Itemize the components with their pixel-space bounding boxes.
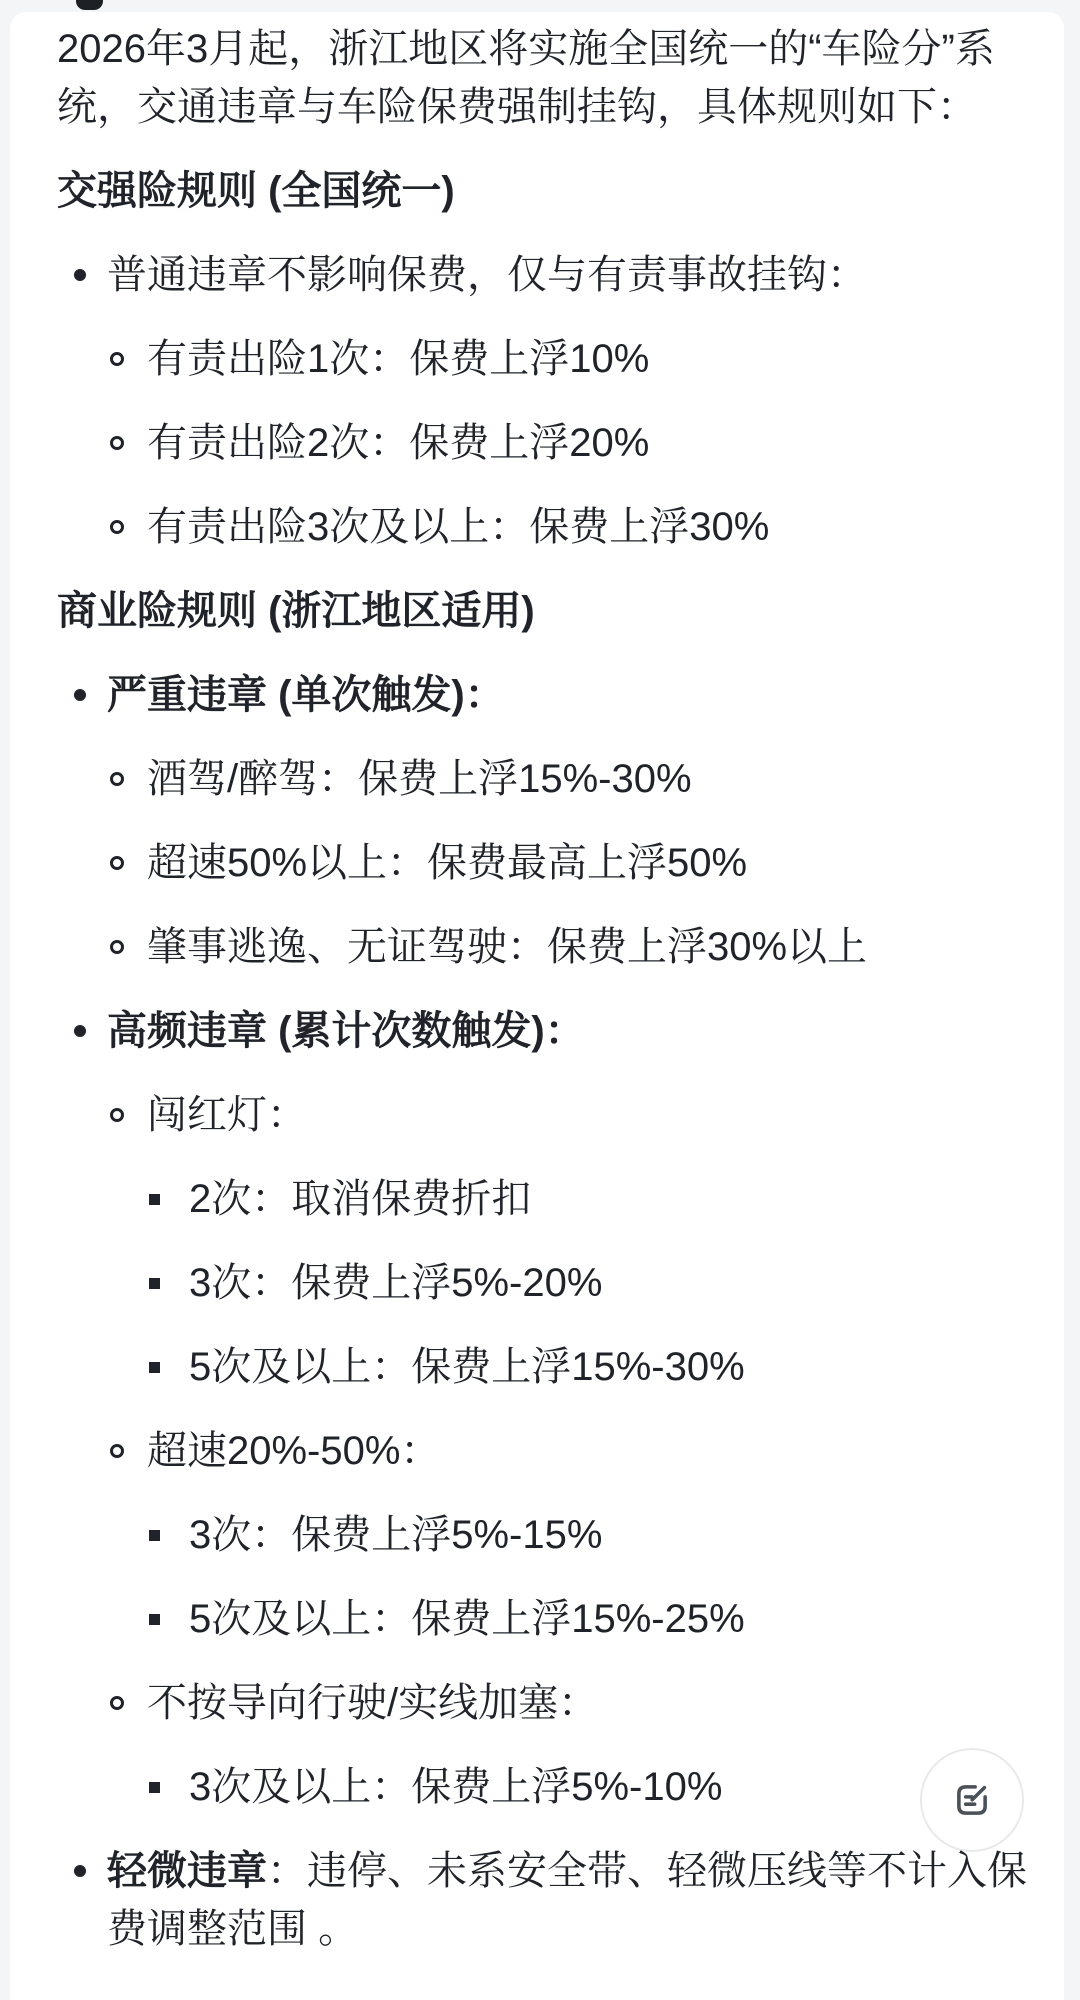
list-item bbox=[189, 1758, 1044, 1816]
bullet-circle-icon bbox=[110, 940, 124, 954]
list-item bbox=[147, 834, 1044, 892]
partial-top-icon bbox=[76, 0, 103, 10]
bullet-square-icon bbox=[149, 1782, 160, 1793]
list-item bbox=[147, 1422, 1044, 1648]
section-heading-syx: 商业险规则 (浙江地区适用) bbox=[57, 589, 535, 633]
list-item-text: 3次及以上：保费上浮5%-10% bbox=[189, 1765, 723, 1809]
list-item bbox=[147, 918, 1044, 976]
list-item bbox=[147, 750, 1044, 808]
list-item bbox=[147, 1086, 1044, 1396]
serious-sublist bbox=[107, 750, 1044, 976]
bullet-circle-icon bbox=[110, 352, 124, 366]
bullet-square-icon bbox=[149, 1278, 160, 1289]
bullet-dot-icon bbox=[74, 1865, 86, 1877]
list-item-text: 有责出险2次：保费上浮20% bbox=[147, 421, 650, 465]
bullet-dot-icon bbox=[74, 1025, 86, 1037]
list-item bbox=[107, 666, 1044, 976]
frequent-sublist bbox=[107, 1086, 1044, 1816]
list-item bbox=[189, 1170, 1044, 1228]
list-item-text: 3次：保费上浮5%-20% bbox=[189, 1261, 603, 1305]
red-light-sublist bbox=[147, 1170, 1044, 1396]
intro-paragraph: 2026年3月起，浙江地区将实施全国统一的“车险分”系统，交通违章与车险保费强制挂钩，具体规则如下： bbox=[57, 27, 995, 129]
list-item-label: 高频违章 (累计次数触发)： bbox=[107, 1009, 585, 1053]
list-item bbox=[107, 1842, 1044, 1958]
list-item-text: 5次及以上：保费上浮15%-25% bbox=[189, 1597, 745, 1641]
list-item-label: 轻微违章 bbox=[107, 1849, 267, 1893]
list-item-text: 5次及以上：保费上浮15%-30% bbox=[189, 1345, 745, 1389]
bullet-square-icon bbox=[149, 1530, 160, 1541]
list-item bbox=[189, 1254, 1044, 1312]
list-item bbox=[147, 498, 1044, 556]
list-item bbox=[147, 414, 1044, 472]
list-item-text: 闯红灯： bbox=[147, 1093, 307, 1137]
bullet-circle-icon bbox=[110, 1696, 124, 1710]
list-item bbox=[147, 330, 1044, 388]
list-item-text: 有责出险1次：保费上浮10% bbox=[147, 337, 650, 381]
list-item bbox=[189, 1506, 1044, 1564]
list-item-text: 肇事逃逸、无证驾驶：保费上浮30%以上 bbox=[147, 925, 868, 969]
list-item-text: 超速20%-50%： bbox=[147, 1429, 441, 1473]
bullet-circle-icon bbox=[110, 1444, 124, 1458]
bullet-dot-icon bbox=[74, 689, 86, 701]
jqx-sublist bbox=[107, 330, 1044, 556]
syx-list bbox=[57, 666, 1044, 1958]
jqx-list bbox=[57, 246, 1044, 556]
list-item-text: 超速50%以上：保费最高上浮50% bbox=[147, 841, 748, 885]
bullet-square-icon bbox=[149, 1614, 160, 1625]
bullet-circle-icon bbox=[110, 436, 124, 450]
list-item-text: ：违停、未系安全带、轻微压线等不计入保费调整范围 。 bbox=[107, 1849, 1027, 1951]
list-item bbox=[107, 1002, 1044, 1816]
bullet-circle-icon bbox=[110, 856, 124, 870]
bullet-square-icon bbox=[149, 1362, 160, 1373]
list-item bbox=[107, 246, 1044, 556]
bullet-circle-icon bbox=[110, 520, 124, 534]
speeding-sublist bbox=[147, 1506, 1044, 1648]
list-item-label: 严重违章 (单次触发)： bbox=[107, 673, 505, 717]
lane-sublist bbox=[147, 1758, 1044, 1816]
list-item-text: 酒驾/醉驾：保费上浮15%-30% bbox=[147, 757, 692, 801]
list-item-text: 有责出险3次及以上：保费上浮30% bbox=[147, 505, 770, 549]
answer-content bbox=[10, 12, 1064, 1984]
list-item-text: 不按导向行驶/实线加塞： bbox=[147, 1681, 599, 1725]
list-item bbox=[189, 1590, 1044, 1648]
list-item-text: 普通违章不影响保费，仅与有责事故挂钩： bbox=[107, 253, 867, 297]
list-item-text: 2次：取消保费折扣 bbox=[189, 1177, 532, 1221]
list-item-text: 3次：保费上浮5%-15% bbox=[189, 1513, 603, 1557]
list-item bbox=[147, 1674, 1044, 1816]
bullet-circle-icon bbox=[110, 772, 124, 786]
bullet-circle-icon bbox=[110, 1108, 124, 1122]
section-heading-jqx: 交强险规则 (全国统一) bbox=[57, 169, 455, 213]
bullet-dot-icon bbox=[74, 269, 86, 281]
bullet-square-icon bbox=[149, 1194, 160, 1205]
list-item bbox=[189, 1338, 1044, 1396]
